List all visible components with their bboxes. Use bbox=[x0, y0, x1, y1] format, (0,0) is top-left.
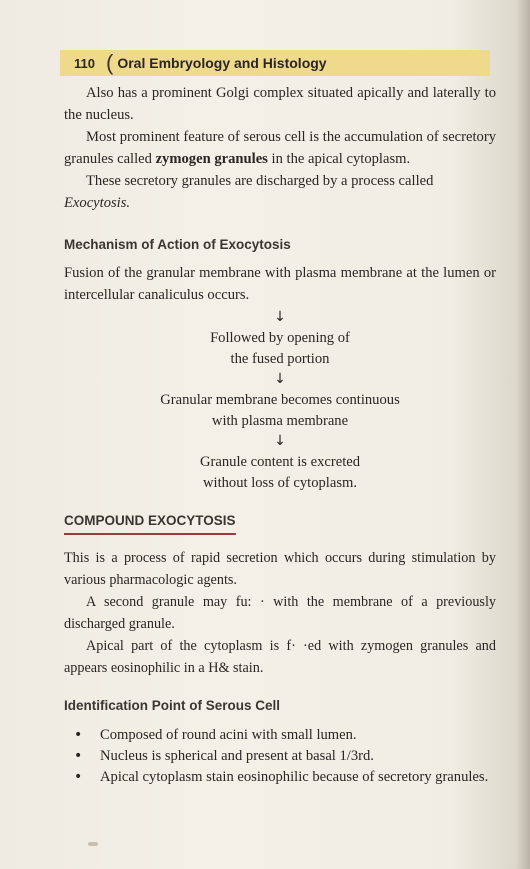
intro-p3-text: These secretory granules are discharged by a process called bbox=[86, 173, 434, 189]
flow-step-1 bbox=[64, 328, 496, 370]
page-content bbox=[64, 82, 496, 788]
intro-paragraph-2 bbox=[64, 126, 496, 170]
intro-paragraph-3 bbox=[64, 170, 496, 214]
flow-step-2-line-2: with plasma membrane bbox=[211, 413, 349, 429]
mechanism-lead: Fusion of the granular membrane with plasma membrane at the lumen or intercellular canaliculus occurs. bbox=[64, 265, 496, 303]
list-item: • Nucleus is spherical and present at basal 1/3rd. bbox=[64, 746, 496, 767]
down-arrow-icon: ↓ bbox=[274, 309, 286, 325]
flow-step-3-line-1: Granule content is excreted bbox=[199, 454, 361, 470]
flow-step-3 bbox=[64, 452, 496, 494]
flow-step-2 bbox=[64, 390, 496, 432]
intro-p2-text-a: Most prominent feature of serous cell is the accumulation of secretory granules called bbox=[64, 129, 496, 167]
intro-p2-text-b: in the apical cytoplasm. bbox=[267, 151, 411, 167]
zymogen-granules-term: zymogen granules bbox=[155, 151, 268, 167]
mechanism-heading: Mechanism of Action of Exocytosis bbox=[64, 237, 291, 252]
running-header bbox=[60, 50, 490, 76]
identification-list bbox=[64, 725, 496, 788]
header-bracket: ( bbox=[106, 50, 114, 75]
compound-paragraph-2: A second granule may fu: · with the membrane of a previously discharged granule. bbox=[64, 594, 496, 632]
page-number: 110 bbox=[74, 55, 95, 71]
page-edge-shadow bbox=[516, 0, 530, 869]
list-item: • Apical cytoplasm stain eosinophilic because of secretory granules. bbox=[64, 767, 496, 788]
down-arrow-icon: ↓ bbox=[274, 433, 286, 449]
compound-exocytosis-heading: COMPOUND EXOCYTOSIS bbox=[64, 510, 236, 535]
header-title: Oral Embryology and Histology bbox=[117, 55, 327, 71]
paper-smudge bbox=[88, 842, 98, 846]
flow-step-1-line-1: Followed by opening of bbox=[210, 330, 350, 346]
flow-step-1-line-2: the fused portion bbox=[230, 351, 330, 367]
exocytosis-flow bbox=[64, 308, 496, 494]
flow-step-3-line-2: without loss of cytoplasm. bbox=[202, 475, 358, 491]
down-arrow-icon: ↓ bbox=[274, 371, 286, 387]
compound-paragraph-3: Apical part of the cytoplasm is f· ·ed with zymogen granules and appears eosinophilic in a H& stain. bbox=[64, 638, 496, 676]
identification-heading: Identification Point of Serous Cell bbox=[64, 698, 281, 713]
exocytosis-term: Exocytosis. bbox=[64, 195, 131, 211]
compound-paragraph-1: This is a process of rapid secretion which occurs during stimulation by various pharmacologic agents. bbox=[64, 550, 496, 588]
intro-paragraph-1: Also has a prominent Golgi complex situated apically and laterally to the nucleus. bbox=[64, 85, 496, 123]
list-item: • Composed of round acini with small lumen. bbox=[64, 725, 496, 746]
flow-step-2-line-1: Granular membrane becomes continuous bbox=[160, 392, 400, 408]
